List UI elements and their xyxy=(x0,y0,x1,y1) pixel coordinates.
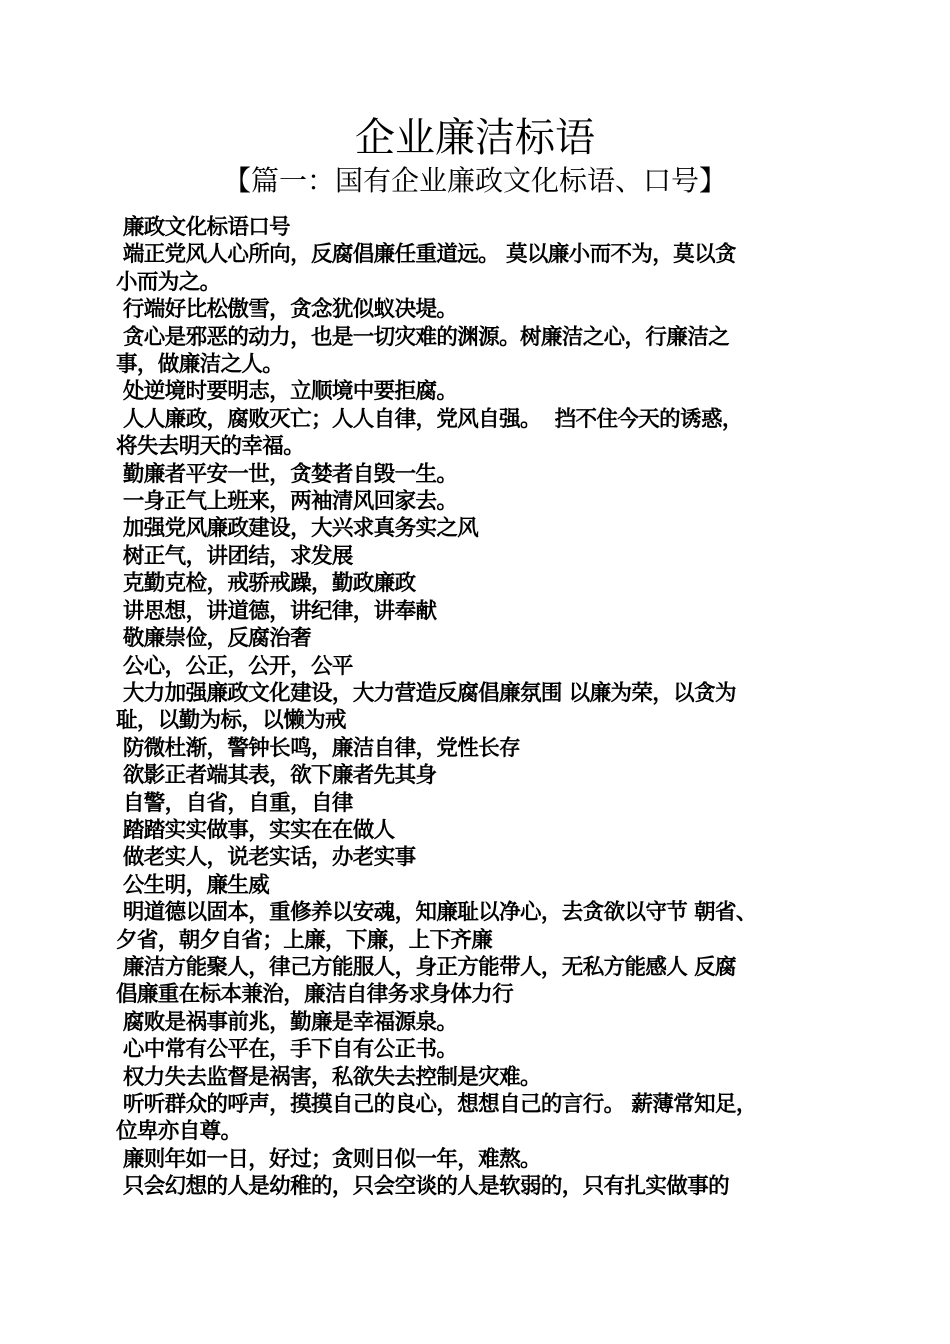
slogan-line: 行端好比松傲雪，贪念犹似蚁决堤。 xyxy=(116,297,458,323)
slogan-line: 勤廉者平安一世，贪婪者自毁一生。 xyxy=(116,461,458,487)
slogan-line: 将失去明天的幸福。 xyxy=(116,434,305,460)
slogan-line: 事，做廉洁之人。 xyxy=(116,352,284,378)
slogan-line: 克勤克检，戒骄戒躁，勤政廉政 xyxy=(116,571,416,597)
slogan-line: 只会幻想的人是幼稚的，只会空谈的人是软弱的，只有扎实做事的 xyxy=(116,1174,729,1200)
slogan-line: 听听群众的呼声，摸摸自己的良心，想想自己的言行。 薪薄常知足， xyxy=(116,1092,757,1117)
slogan-line: 耻，以勤为标，以懒为戒 xyxy=(116,708,346,734)
slogan-line: 踏踏实实做事，实实在在做人 xyxy=(116,817,395,843)
document-subtitle: 【篇一：国有企业廉政文化标语、口号】 xyxy=(222,164,727,197)
slogan-line: 公生明，廉生威 xyxy=(116,872,270,898)
slogan-line: 大力加强廉政文化建设，大力营造反腐倡廉氛围 以廉为荣，以贪为 xyxy=(116,680,736,706)
slogan-line: 树正气，讲团结，求发展 xyxy=(116,543,353,569)
slogan-line: 防微杜渐，警钟长鸣，廉洁自律，党性长存 xyxy=(116,735,520,761)
slogan-line: 腐败是祸事前兆，勤廉是幸福源泉。 xyxy=(116,1009,458,1035)
slogan-line: 做老实人，说老实话，办老实事 xyxy=(116,845,416,871)
slogan-line: 一身正气上班来，两袖清风回家去。 xyxy=(116,489,458,515)
slogan-line: 端正党风人心所向，反腐倡廉任重道远。 莫以廉小而不为，莫以贪 xyxy=(116,242,736,268)
slogan-line: 加强党风廉政建设，大兴求真务实之风 xyxy=(116,516,479,542)
slogan-line: 贪心是邪恶的动力，也是一切灾难的渊源。树廉洁之心，行廉洁之 xyxy=(116,324,729,350)
slogan-line: 讲思想，讲道德，讲纪律，讲奉献 xyxy=(116,598,437,624)
slogan-line: 小而为之。 xyxy=(116,269,221,295)
slogan-line: 处逆境时要明志，立顺境中要拒腐。 xyxy=(116,379,458,405)
slogan-line: 廉政文化标语口号 xyxy=(116,215,291,240)
slogan-line: 位卑亦自尊。 xyxy=(116,1119,242,1145)
slogan-line: 廉洁方能聚人，律己方能服人，身正方能带人，无私方能感人 反腐 xyxy=(116,954,736,980)
slogan-line: 明道德以固本，重修养以安魂，知廉耻以净心，去贪欲以守节 朝省、 xyxy=(116,900,757,926)
slogan-list xyxy=(116,214,842,1201)
slogan-line: 廉则年如一日，好过；贪则日似一年，难熬。 xyxy=(116,1146,541,1172)
slogan-line: 心中常有公平在，手下自有公正书。 xyxy=(116,1037,458,1063)
slogan-line: 欲影正者端其表，欲下廉者先其身 xyxy=(116,763,437,789)
document-title: 企业廉洁标语 xyxy=(355,115,595,161)
slogan-line: 人人廉政，腐败灭亡；人人自律，党风自强。 挡不住今天的诱惑， xyxy=(116,406,743,432)
slogan-line: 自警，自省，自重，自律 xyxy=(116,790,353,816)
slogan-line: 夕省，朝夕自省；上廉，下廉，上下齐廉 xyxy=(116,927,493,953)
slogan-line: 公心，公正，公开，公平 xyxy=(116,653,353,679)
slogan-line: 敬廉崇俭，反腐治奢 xyxy=(116,626,311,652)
slogan-line: 倡廉重在标本兼治，廉洁自律务求身体力行 xyxy=(116,982,514,1008)
slogan-line: 权力失去监督是祸害，私欲失去控制是灾难。 xyxy=(116,1064,541,1090)
